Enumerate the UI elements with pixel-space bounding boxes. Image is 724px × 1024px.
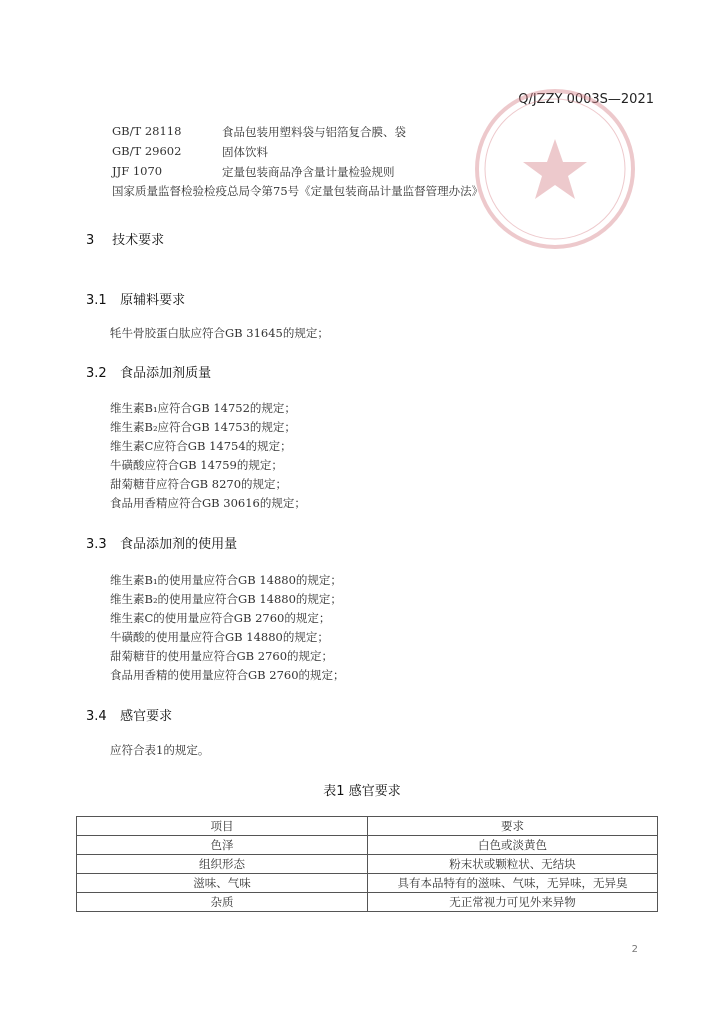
section-3-1-heading — [86, 289, 185, 308]
body-line: 维生素B₂应符合GB 14753的规定； — [110, 420, 296, 434]
reference-item — [0, 144, 724, 160]
reference-name: 定量包装商品净含量计量检验规则 — [222, 165, 395, 179]
table-row — [77, 836, 658, 855]
body-line: 应符合表1的规定。 — [110, 743, 210, 757]
sensory-requirements-table — [76, 816, 658, 912]
section-number: 3.3 — [86, 537, 107, 552]
table-header-row — [77, 817, 658, 836]
table-cell: 具有本品特有的滋味、气味，无异味，无异臭 — [368, 874, 658, 893]
table-header-cell: 要求 — [368, 817, 658, 836]
reference-code: JJF 1070 — [112, 164, 163, 178]
body-line: 食品用香精的使用量应符合GB 2760的规定； — [110, 668, 345, 682]
section-3-2-heading — [86, 362, 211, 381]
standard-code: Q/JZZY 0003S—2021 — [518, 92, 654, 107]
reference-regulation: 国家质量监督检验检疫总局令第75号《定量包装商品计量监督管理办法》 — [112, 184, 484, 198]
section-title: 技术要求 — [112, 233, 165, 248]
body-line: 维生素B₁的使用量应符合GB 14880的规定； — [110, 573, 342, 587]
section-title: 食品添加剂质量 — [120, 366, 212, 381]
section-number: 3.2 — [86, 366, 107, 381]
body-line: 维生素B₂的使用量应符合GB 14880的规定； — [110, 592, 342, 606]
body-line: 甜菊糖苷应符合GB 8270的规定； — [110, 477, 288, 491]
section-3-3-heading — [86, 533, 237, 552]
section-title: 食品添加剂的使用量 — [120, 537, 238, 552]
reference-name: 固体饮料 — [222, 145, 268, 159]
body-line: 维生素B₁应符合GB 14752的规定； — [110, 401, 296, 415]
table-row — [77, 855, 658, 874]
section-title: 原辅料要求 — [120, 293, 186, 308]
table-cell: 杂质 — [77, 893, 368, 912]
reference-code: GB/T 29602 — [112, 144, 182, 158]
section-number: 3.1 — [86, 293, 107, 308]
table-cell: 色泽 — [77, 836, 368, 855]
body-line: 食品用香精应符合GB 30616的规定； — [110, 496, 306, 510]
body-line: 牛磺酸应符合GB 14759的规定； — [110, 458, 283, 472]
body-line: 维生素C的使用量应符合GB 2760的规定； — [110, 611, 331, 625]
table-row — [77, 874, 658, 893]
body-line: 牦牛骨胶蛋白肽应符合GB 31645的规定； — [110, 326, 329, 340]
section-3-heading — [86, 229, 164, 248]
table-row — [77, 893, 658, 912]
table-cell: 粉末状或颗粒状、无结块 — [368, 855, 658, 874]
body-line: 甜菊糖苷的使用量应符合GB 2760的规定； — [110, 649, 334, 663]
section-number: 3.4 — [86, 709, 107, 724]
section-title: 感官要求 — [120, 709, 173, 724]
body-line: 牛磺酸的使用量应符合GB 14880的规定； — [110, 630, 329, 644]
table-title: 表1 感官要求 — [323, 784, 401, 799]
table-header-cell: 项目 — [77, 817, 368, 836]
reference-item — [0, 124, 724, 140]
body-line: 维生素C应符合GB 14754的规定； — [110, 439, 292, 453]
table-cell: 组织形态 — [77, 855, 368, 874]
reference-code: GB/T 28118 — [112, 124, 182, 138]
section-3-4-heading — [86, 705, 172, 724]
table-cell: 滋味、气味 — [77, 874, 368, 893]
section-number: 3 — [86, 233, 95, 248]
page-number: 2 — [631, 944, 638, 955]
reference-name: 食品包装用塑料袋与铝箔复合膜、袋 — [222, 125, 406, 139]
table-cell: 无正常视力可见外来异物 — [368, 893, 658, 912]
table-cell: 白色或淡黄色 — [368, 836, 658, 855]
reference-item — [0, 164, 724, 180]
